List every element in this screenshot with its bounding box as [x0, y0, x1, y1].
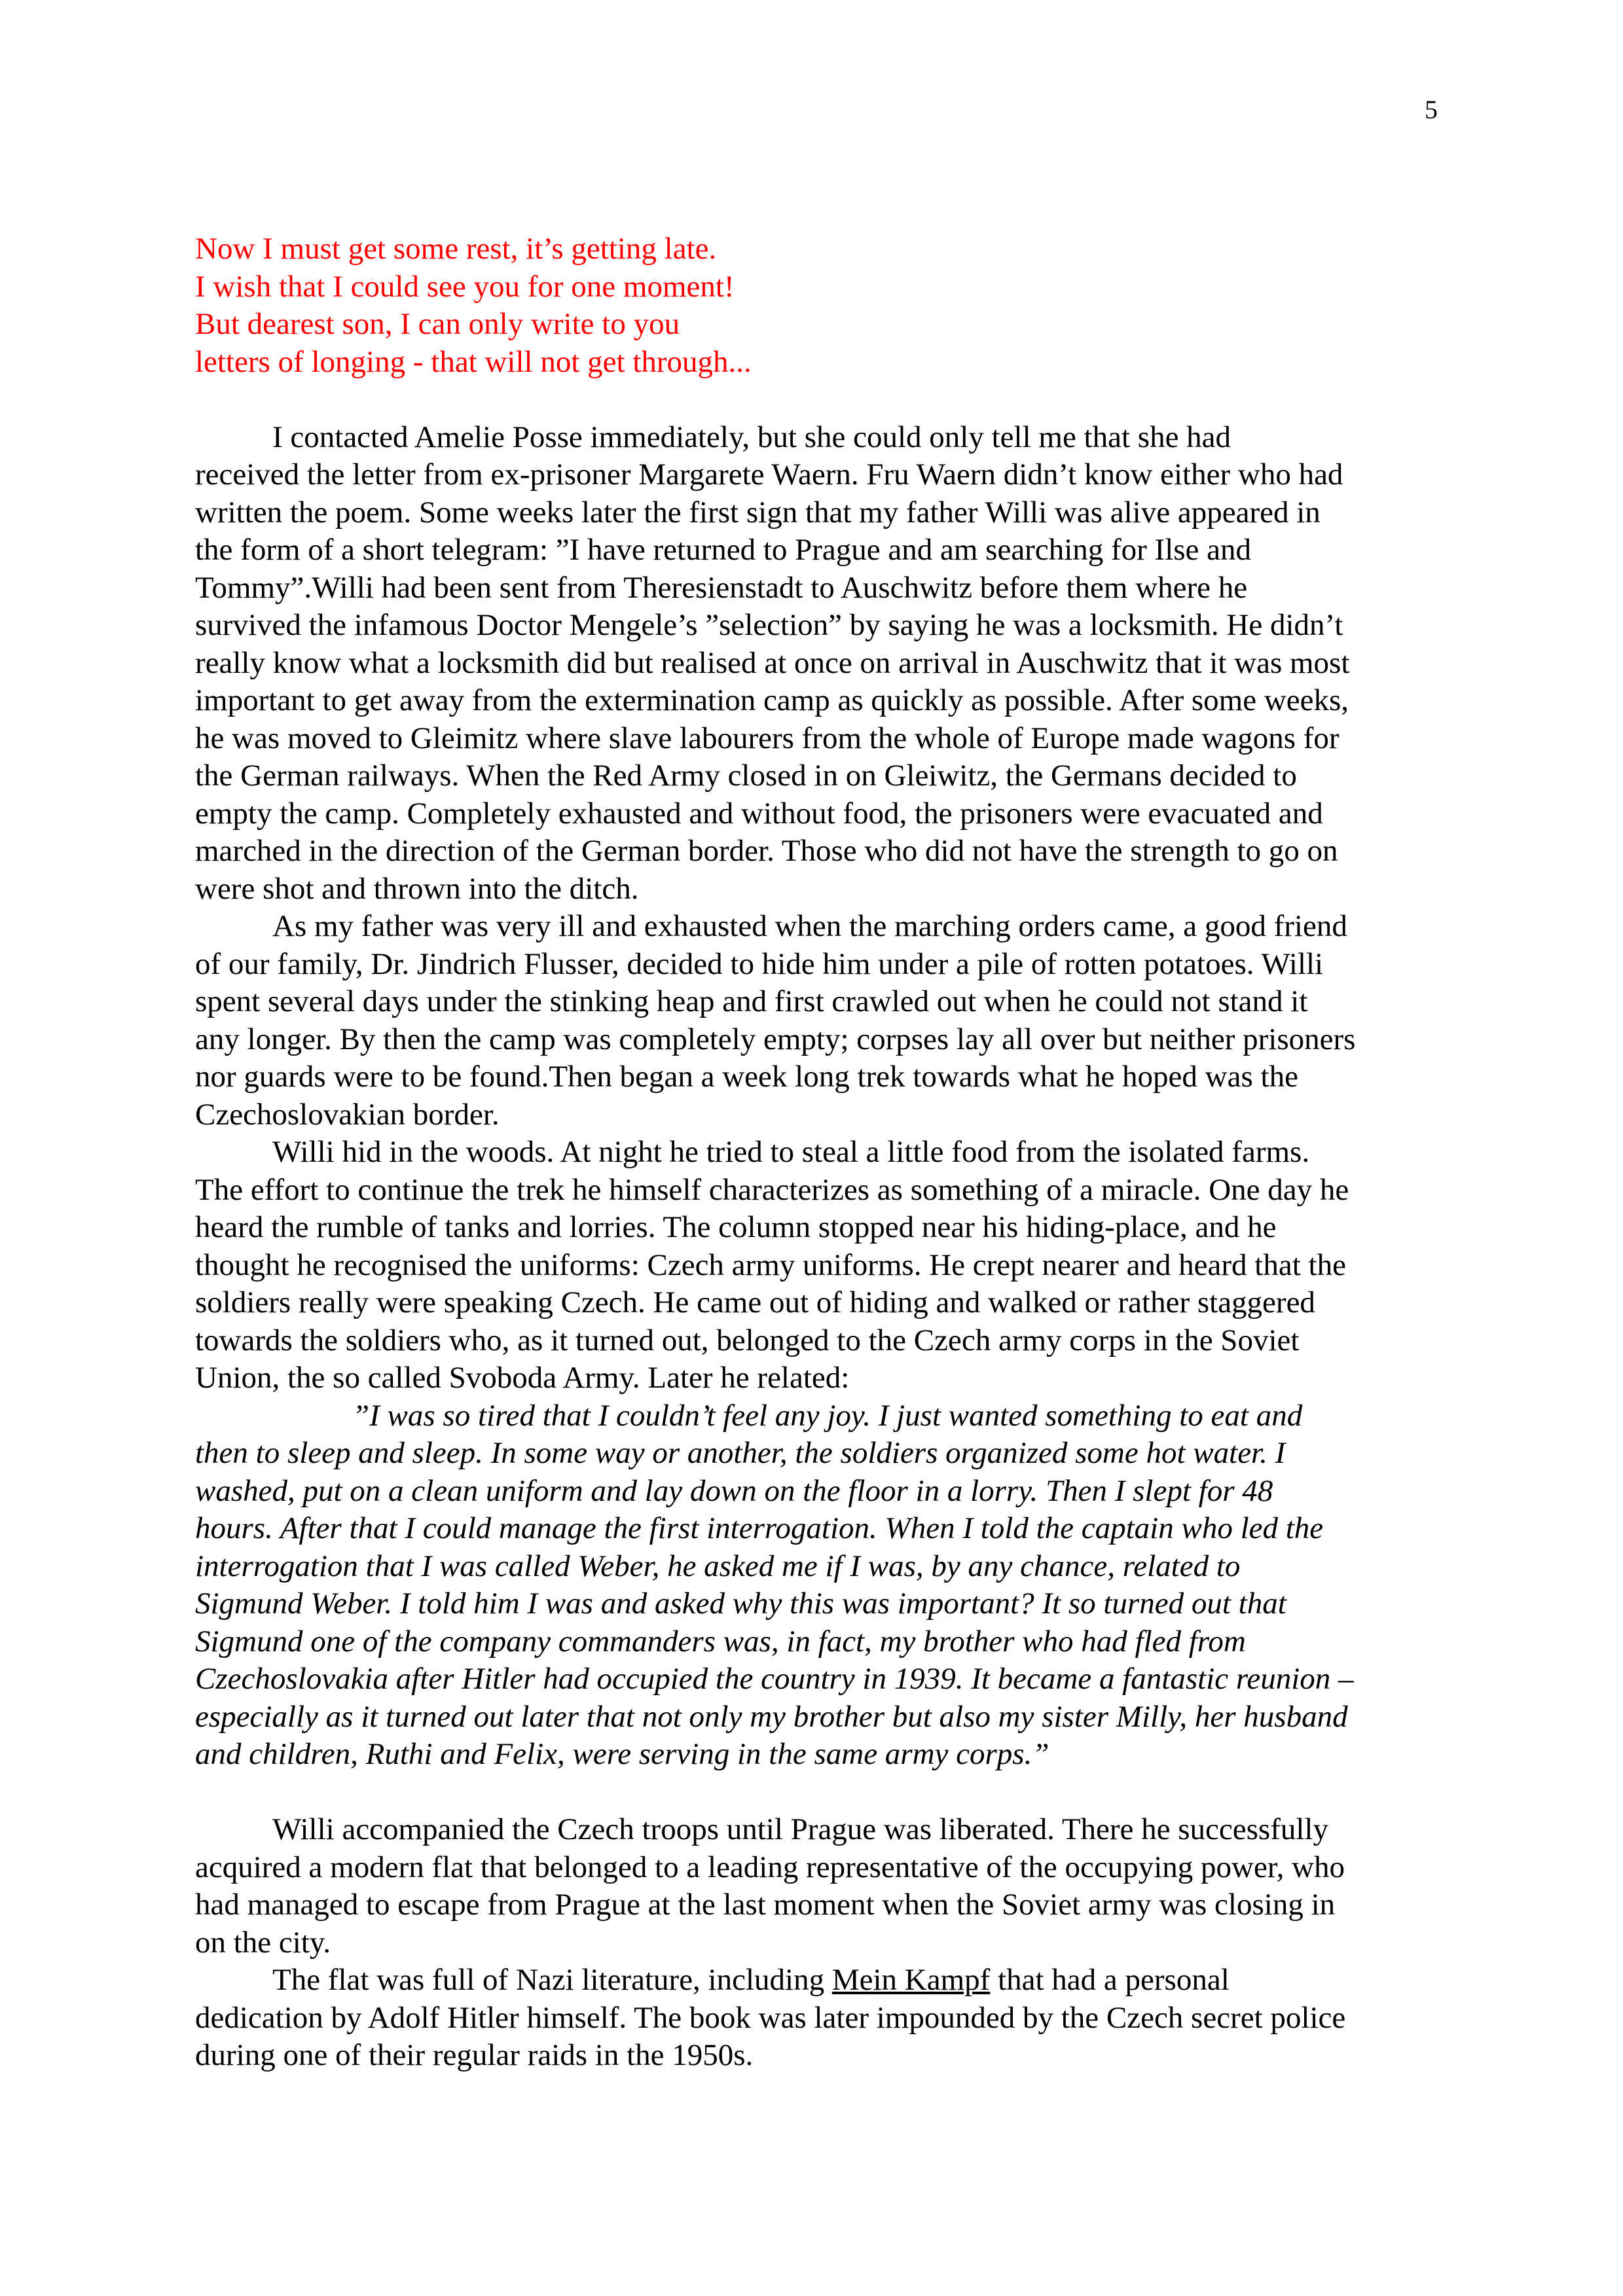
text-line: important to get away from the extermination camp as quickly as possible. After some weeks,: [195, 683, 1349, 717]
text-line: marched in the direction of the German border. Those who did not have the strength to go on: [195, 834, 1338, 868]
text-line: As my father was very ill and exhausted when the marching orders came, a good friend: [272, 909, 1347, 943]
text-line: Willi hid in the woods. At night he tried to steal a little food from the isolated farms.: [272, 1135, 1310, 1169]
text-line: really know what a locksmith did but realised at once on arrival in Auschwitz that it was most: [195, 645, 1350, 680]
text-line: on the city.: [195, 1925, 331, 1960]
text-fragment: that had a personal: [990, 1963, 1230, 1997]
text-line: [195, 1962, 1447, 2000]
quote-line: ”I was so tired that I couldn’t feel any joy. I just wanted something to eat and: [352, 1398, 1303, 1433]
text-line: Union, the so called Svoboda Army. Later he related:: [195, 1361, 850, 1395]
text-line: soldiers really were speaking Czech. He came out of hiding and walked or rather staggered: [195, 1285, 1315, 1319]
text-line: were shot and thrown into the ditch.: [195, 871, 639, 906]
quote-line: washed, put on a clean uniform and lay down on the floor in a lorry. Then I slept for 48: [195, 1473, 1273, 1508]
paragraph-contact: [195, 419, 1447, 908]
poem-line: Now I must get some rest, it’s getting late.: [195, 232, 717, 266]
text-line: the form of a short telegram: ”I have returned to Prague and am searching for Ilse and: [195, 533, 1252, 567]
page-number: 5: [1425, 95, 1438, 124]
text-line: Czechoslovakian border.: [195, 1097, 500, 1132]
paragraph-gap: [195, 381, 1447, 419]
block-quote: [195, 1397, 1447, 1774]
text-line: during one of their regular raids in the 1950s.: [195, 2038, 754, 2072]
paragraph-hiding: [195, 908, 1447, 1134]
paragraph-woods: [195, 1134, 1447, 1397]
page-body: [195, 230, 1447, 2075]
poem-line: I wish that I could see you for one moment!: [195, 269, 735, 304]
text-line: I contacted Amelie Posse immediately, but she could only tell me that she had: [272, 420, 1231, 454]
text-line: he was moved to Gleimitz where slave labourers from the whole of Europe made wagons for: [195, 721, 1340, 755]
text-line: written the poem. Some weeks later the first sign that my father Willi was alive appeared in: [195, 495, 1321, 529]
text-line: received the letter from ex-prisoner Margarete Waern. Fru Waern didn’t know either who had: [195, 457, 1343, 492]
paragraph-flat: [195, 1962, 1447, 2075]
text-line: acquired a modern flat that belonged to a leading representative of the occupying power, who: [195, 1850, 1345, 1884]
quote-line: and children, Ruthi and Felix, were serving in the same army corps.”: [195, 1737, 1049, 1771]
quote-line: hours. After that I could manage the first interrogation. When I told the captain who led the: [195, 1511, 1324, 1545]
poem-excerpt: [195, 230, 1447, 381]
text-line: empty the camp. Completely exhausted and without food, the prisoners were evacuated and: [195, 796, 1323, 831]
text-line: Willi accompanied the Czech troops until Prague was liberated. There he successfully: [272, 1812, 1328, 1846]
text-line: spent several days under the stinking heap and first crawled out when he could not stand it: [195, 984, 1308, 1018]
text-line: any longer. By then the camp was completely empty; corpses lay all over but neither prisoners: [195, 1022, 1356, 1056]
text-line: heard the rumble of tanks and lorries. The column stopped near his hiding-place, and he: [195, 1210, 1277, 1244]
quote-line: Sigmund one of the company commanders was, in fact, my brother who had fled from: [195, 1624, 1246, 1659]
text-line: the German railways. When the Red Army closed in on Gleiwitz, the Germans decided to: [195, 759, 1297, 793]
quote-line: Sigmund Weber. I told him I was and asked why this was important? It so turned out that: [195, 1587, 1286, 1621]
text-line: nor guards were to be found.Then began a week long trek towards what he hoped was the: [195, 1060, 1298, 1094]
text-line: had managed to escape from Prague at the last moment when the Soviet army was closing in: [195, 1888, 1336, 1922]
text-line: survived the infamous Doctor Mengele’s ”selection” by saying he was a locksmith. He didn’t: [195, 608, 1343, 642]
quote-line: interrogation that I was called Weber, he asked me if I was, by any chance, related to: [195, 1549, 1241, 1583]
text-line: towards the soldiers who, as it turned out, belonged to the Czech army corps in the Soviet: [195, 1323, 1300, 1357]
paragraph-prague: [195, 1811, 1447, 1962]
text-line: dedication by Adolf Hitler himself. The book was later impounded by the Czech secret police: [195, 2000, 1346, 2035]
text-line: of our family, Dr. Jindrich Flusser, decided to hide him under a pile of rotten potatoes. Willi: [195, 946, 1324, 981]
text-line: The effort to continue the trek he himself characterizes as something of a miracle. One day he: [195, 1172, 1349, 1207]
text-line: Tommy”.Willi had been sent from Theresienstadt to Auschwitz before them where he: [195, 570, 1248, 605]
book-title: Mein Kampf: [831, 1963, 991, 1997]
quote-line: Czechoslovakia after Hitler had occupied the country in 1939. It became a fantastic reunion –: [195, 1662, 1354, 1696]
poem-line: letters of longing - that will not get through...: [195, 344, 752, 379]
paragraph-gap: [195, 1774, 1447, 1812]
poem-line: But dearest son, I can only write to you: [195, 307, 680, 341]
text-fragment: The flat was full of Nazi literature, including: [272, 1963, 832, 1997]
quote-line: especially as it turned out later that not only my brother but also my sister Milly, her husband: [195, 1699, 1348, 1734]
text-line: thought he recognised the uniforms: Czech army uniforms. He crept nearer and heard that the: [195, 1247, 1346, 1282]
quote-line: then to sleep and sleep. In some way or another, the soldiers organized some hot water. I: [195, 1436, 1286, 1470]
